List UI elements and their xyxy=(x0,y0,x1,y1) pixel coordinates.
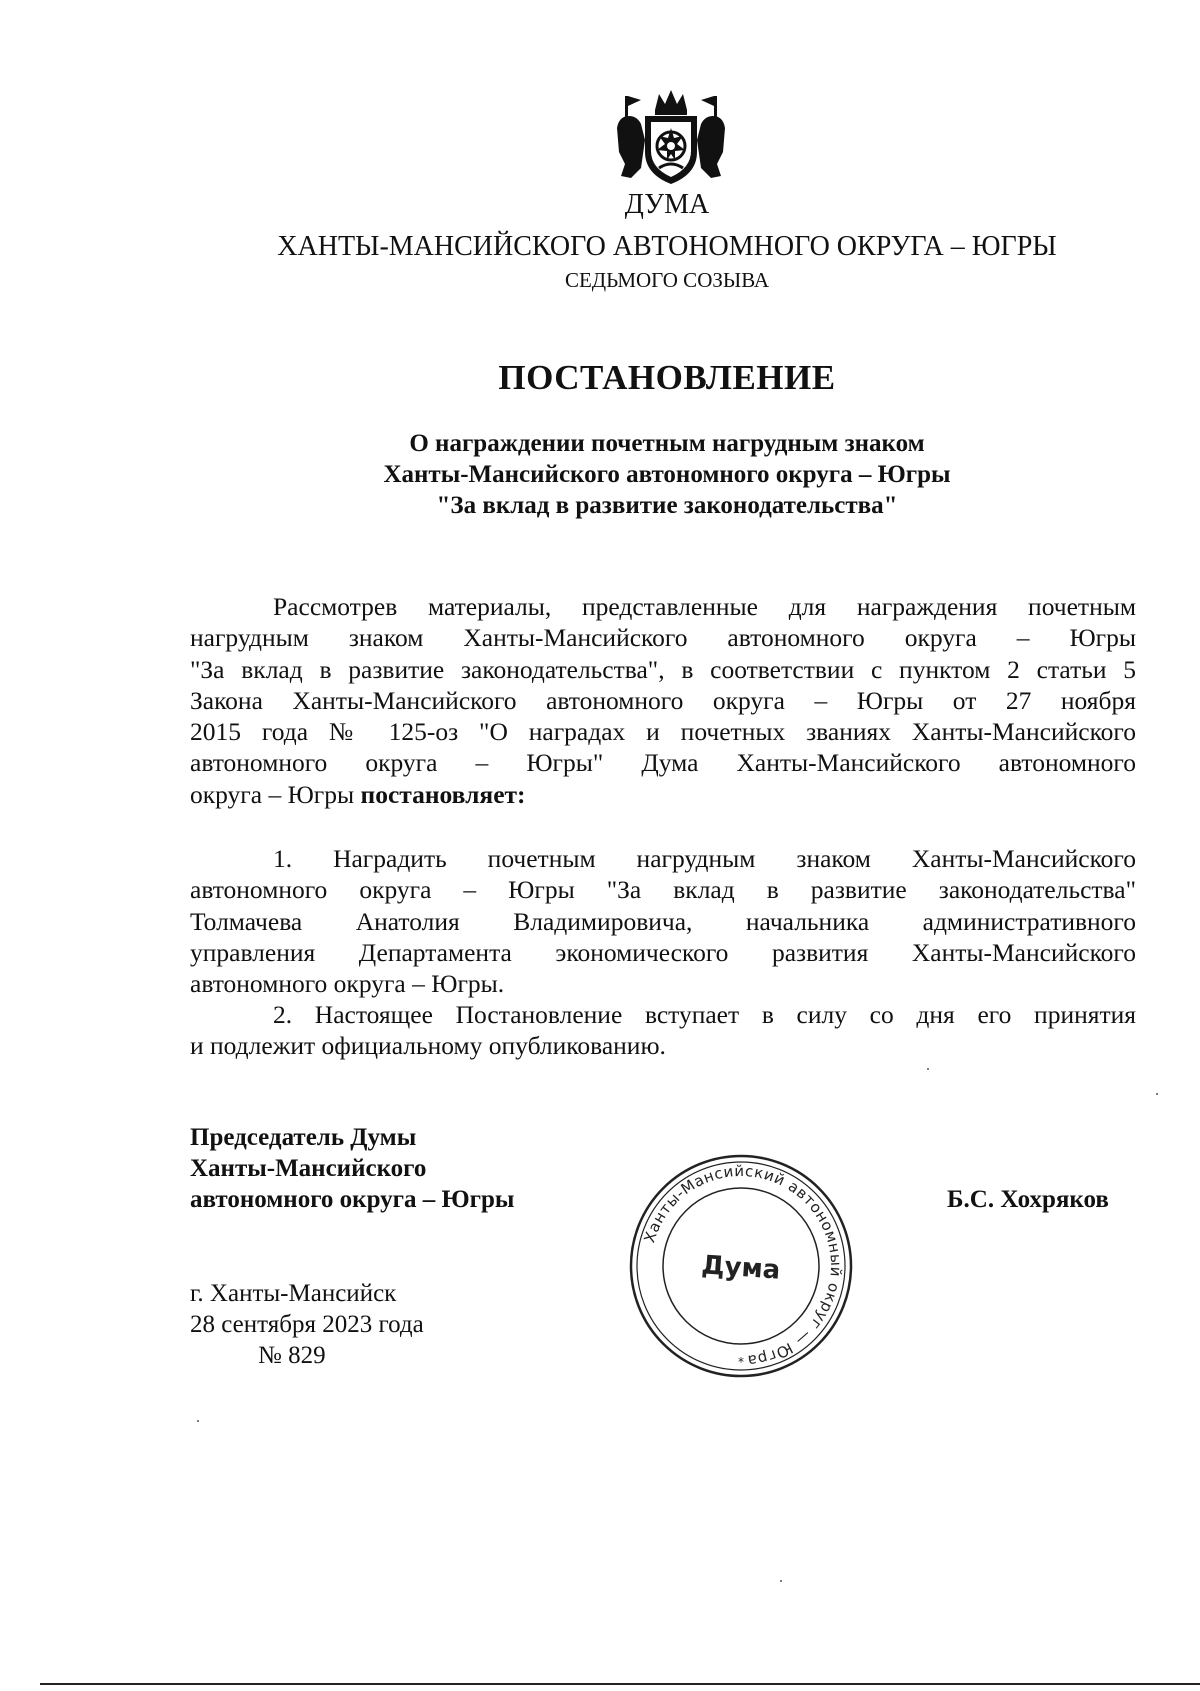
item-1-paragraph xyxy=(190,843,1136,999)
document-number: № 829 xyxy=(258,1342,326,1369)
seal-star-icon: * xyxy=(738,1355,744,1369)
text-line: Толмачева Анатолия Владимировича, начальника административного xyxy=(190,906,1136,936)
coat-of-arms-icon xyxy=(611,88,731,188)
subject-line: О награждении почетным нагрудным знаком xyxy=(409,430,925,457)
issue-place: г. Ханты-Мансийск xyxy=(190,1280,397,1307)
official-seal xyxy=(627,1152,855,1380)
signatory-name: Б.С. Хохряков xyxy=(947,1186,1109,1213)
text-line: автономного округа – Югры. xyxy=(190,969,505,999)
signatory-title xyxy=(190,1122,514,1215)
text-line xyxy=(190,779,1136,810)
document-subject xyxy=(0,428,1200,521)
subject-line: Ханты-Мансийского автономного округа – Югры xyxy=(383,461,951,488)
text-line: автономного округа – Югры "За вклад в развитие законодательства" xyxy=(190,875,1136,905)
issue-date: 28 сентября 2023 года xyxy=(190,1311,424,1338)
text-line: автономного округа – Югры" Дума Ханты-Мансийского автономного xyxy=(190,748,1136,778)
text-line: нагрудным знаком Ханты-Мансийского автономного округа – Югры xyxy=(190,623,1136,653)
text-line: 2015 года № 125-оз "О наградах и почетных званиях Ханты-Мансийского xyxy=(190,717,1136,747)
convocation: СЕДЬМОГО СОЗЫВА xyxy=(564,268,770,292)
item-2-paragraph xyxy=(190,999,1136,1062)
text-line-end: округа – Югры xyxy=(190,779,361,809)
signatory-title-line: автономного округа – Югры xyxy=(190,1186,515,1213)
signatory-title-line: Председатель Думы xyxy=(190,1124,417,1151)
text-line: Закона Ханты-Мансийского автономного округа – Югры от 27 ноября xyxy=(190,685,1136,715)
signatory-title-line: Ханты-Мансийского xyxy=(190,1155,427,1182)
text-line: управления Департамента экономического развития Ханты-Мансийского xyxy=(190,937,1136,967)
org-name-duma: ДУМА xyxy=(624,189,710,220)
text-line: "За вклад в развитие законодательства", в соответствии с пунктом 2 статьи 5 xyxy=(190,654,1136,684)
text-line: Рассмотрев материалы, представленные для награждения почетным xyxy=(273,592,1136,621)
org-name-region: ХАНТЫ-МАНСИЙСКОГО АВТОНОМНОГО ОКРУГА – ЮГРЫ xyxy=(277,231,1057,262)
preamble-paragraph xyxy=(190,591,1136,810)
seal-center-text: Дума xyxy=(700,1250,782,1286)
decree-word: постановляет: xyxy=(360,779,526,809)
issue-info xyxy=(190,1278,424,1340)
text-line: 2. Настоящее Постановление вступает в силу со дня его принятия xyxy=(273,1000,1136,1029)
document-type-title: ПОСТАНОВЛЕНИЕ xyxy=(498,358,836,397)
text-line: 1. Наградить почетным нагрудным знаком Ханты-Мансийского xyxy=(273,844,1136,873)
subject-line: "За вклад в развитие законодательства" xyxy=(436,492,898,519)
seal-ring-text: Ханты-Мансийский автономный округ — Югра xyxy=(640,1161,846,1370)
bottom-edge-line xyxy=(40,1683,1200,1685)
text-line: и подлежит официальному опубликованию. xyxy=(190,1031,666,1061)
